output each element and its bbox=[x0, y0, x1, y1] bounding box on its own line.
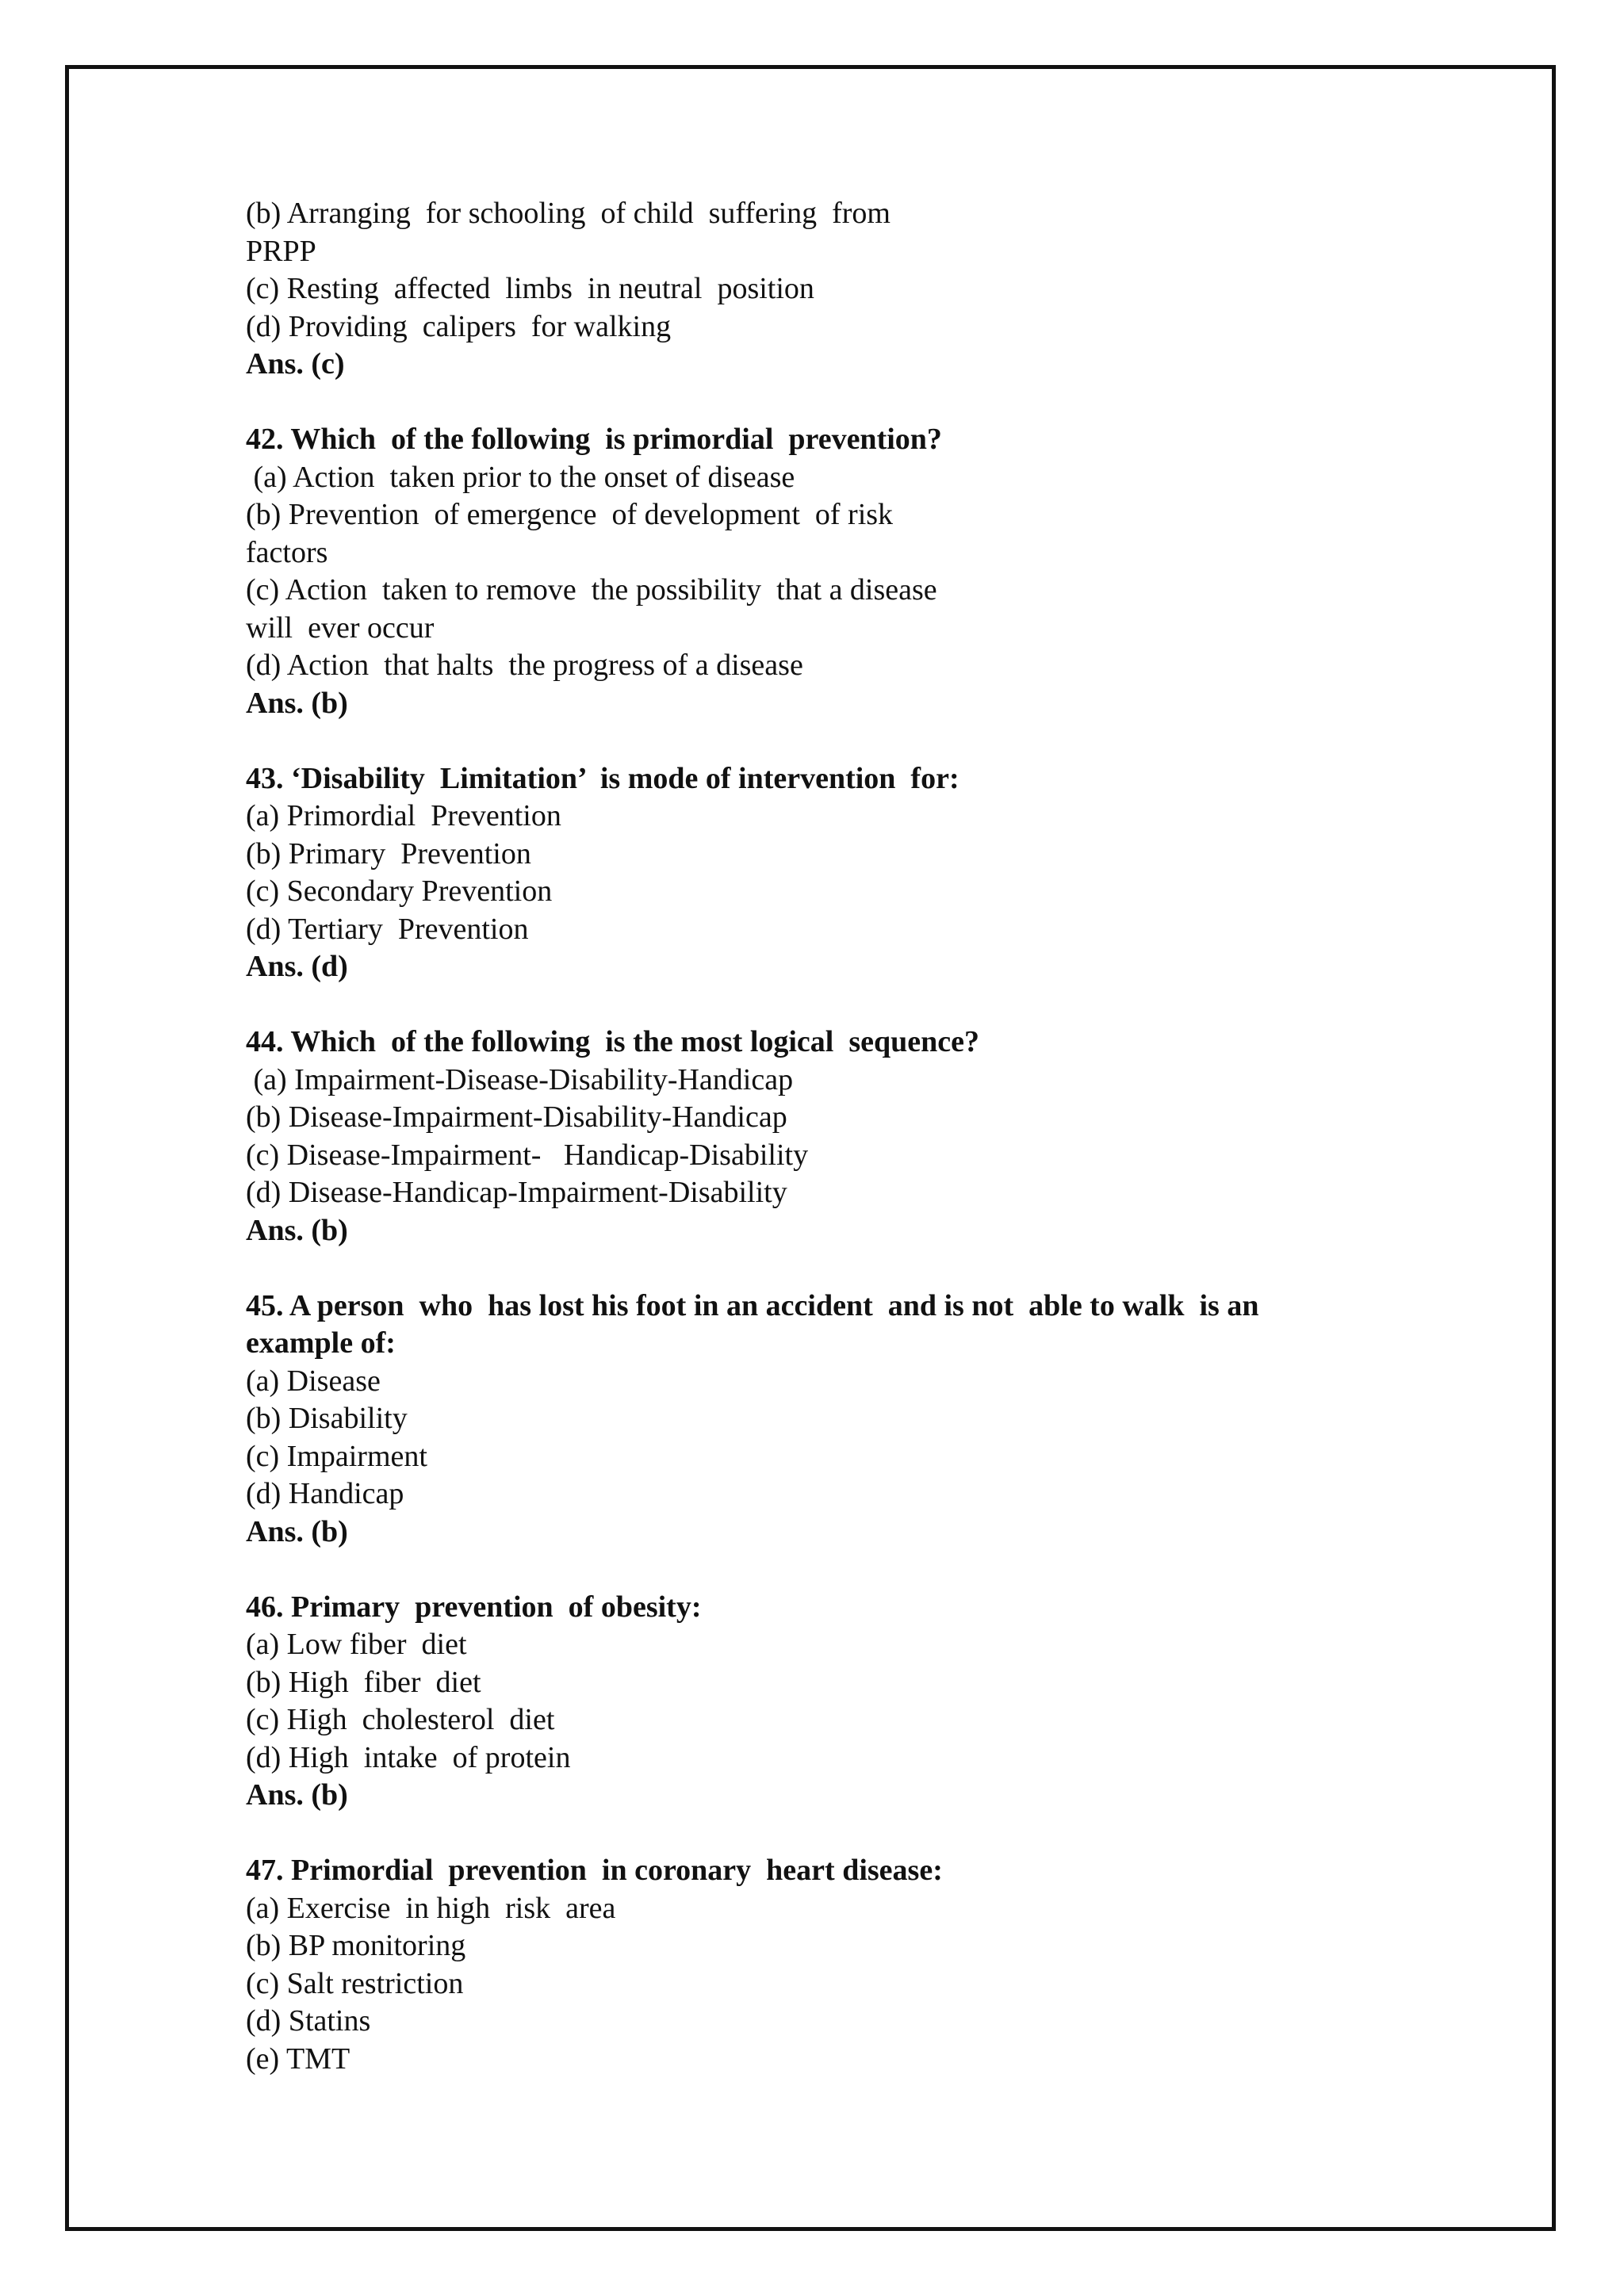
option-b: (b) BP monitoring bbox=[246, 1929, 466, 1962]
option-c: (c) Disease-Impairment- Handicap-Disability bbox=[246, 1138, 809, 1172]
question-block-47 bbox=[246, 1852, 1404, 2078]
option-a: (a) Exercise in high risk area bbox=[246, 1891, 616, 1925]
option-d: (d) Statins bbox=[246, 2004, 371, 2038]
question-block-46 bbox=[246, 1589, 1404, 1815]
question-text: 47. Primordial prevention in coronary heart disease: bbox=[246, 1854, 943, 1887]
option-b-cont: factors bbox=[246, 535, 328, 569]
option-b: (b) Disease-Impairment-Disability-Handicap bbox=[246, 1100, 787, 1134]
option-a: (a) Primordial Prevention bbox=[246, 799, 561, 832]
answer: Ans. (b) bbox=[246, 686, 348, 720]
question-text: 43. ‘Disability Limitation’ is mode of intervention for: bbox=[246, 761, 959, 795]
answer: Ans. (b) bbox=[246, 1213, 348, 1247]
question-text: 46. Primary prevention of obesity: bbox=[246, 1590, 702, 1624]
option-a: (a) Impairment-Disease-Disability-Handicap bbox=[246, 1062, 794, 1096]
option-c: (c) Secondary Prevention bbox=[246, 874, 553, 908]
option-c: (c) Impairment bbox=[246, 1439, 427, 1473]
question-text: 45. A person who has lost his foot in an accident and is not able to walk is an bbox=[246, 1288, 1259, 1322]
option-c: (c) Resting affected limbs in neutral position bbox=[246, 272, 814, 305]
answer: Ans. (c) bbox=[246, 347, 345, 381]
option-a: (a) Disease bbox=[246, 1364, 381, 1398]
question-text: 42. Which of the following is primordial prevention? bbox=[246, 423, 942, 456]
question-text: 44. Which of the following is the most logical sequence? bbox=[246, 1025, 980, 1058]
question-block-41 bbox=[246, 195, 1404, 384]
option-d: (d) High intake of protein bbox=[246, 1740, 571, 1774]
answer: Ans. (b) bbox=[246, 1778, 348, 1812]
option-d: (d) Providing calipers for walking bbox=[246, 309, 672, 343]
option-b: (b) Disability bbox=[246, 1402, 408, 1435]
option-a: (a) Action taken prior to the onset of disease bbox=[246, 460, 795, 494]
option-a: (a) Low fiber diet bbox=[246, 1628, 467, 1661]
document-content bbox=[246, 195, 1404, 2078]
option-b: (b) Arranging for schooling of child suffering from bbox=[246, 197, 891, 230]
option-b: (b) Prevention of emergence of development of risk bbox=[246, 498, 894, 531]
question-block-44 bbox=[246, 1024, 1404, 1249]
option-c: (c) Salt restriction bbox=[246, 1966, 464, 2000]
option-d: (d) Disease-Handicap-Impairment-Disability bbox=[246, 1176, 787, 1209]
option-d: (d) Tertiary Prevention bbox=[246, 912, 529, 946]
question-block-43 bbox=[246, 760, 1404, 986]
question-block-45 bbox=[246, 1288, 1404, 1552]
question-text-cont: example of: bbox=[246, 1326, 396, 1360]
question-block-42 bbox=[246, 421, 1404, 722]
option-b: (b) Primary Prevention bbox=[246, 836, 531, 871]
option-c-cont: will ever occur bbox=[246, 610, 435, 645]
option-e: (e) TMT bbox=[246, 2042, 350, 2076]
answer: Ans. (b) bbox=[246, 1514, 348, 1548]
option-d: (d) Action that halts the progress of a disease bbox=[246, 649, 803, 682]
option-d: (d) Handicap bbox=[246, 1477, 404, 1510]
option-b: (b) High fiber diet bbox=[246, 1665, 481, 1699]
option-b-cont: PRPP bbox=[246, 234, 316, 268]
answer: Ans. (d) bbox=[246, 950, 348, 983]
option-c: (c) High cholesterol diet bbox=[246, 1703, 555, 1736]
option-c: (c) Action taken to remove the possibility that a disease bbox=[246, 573, 937, 607]
